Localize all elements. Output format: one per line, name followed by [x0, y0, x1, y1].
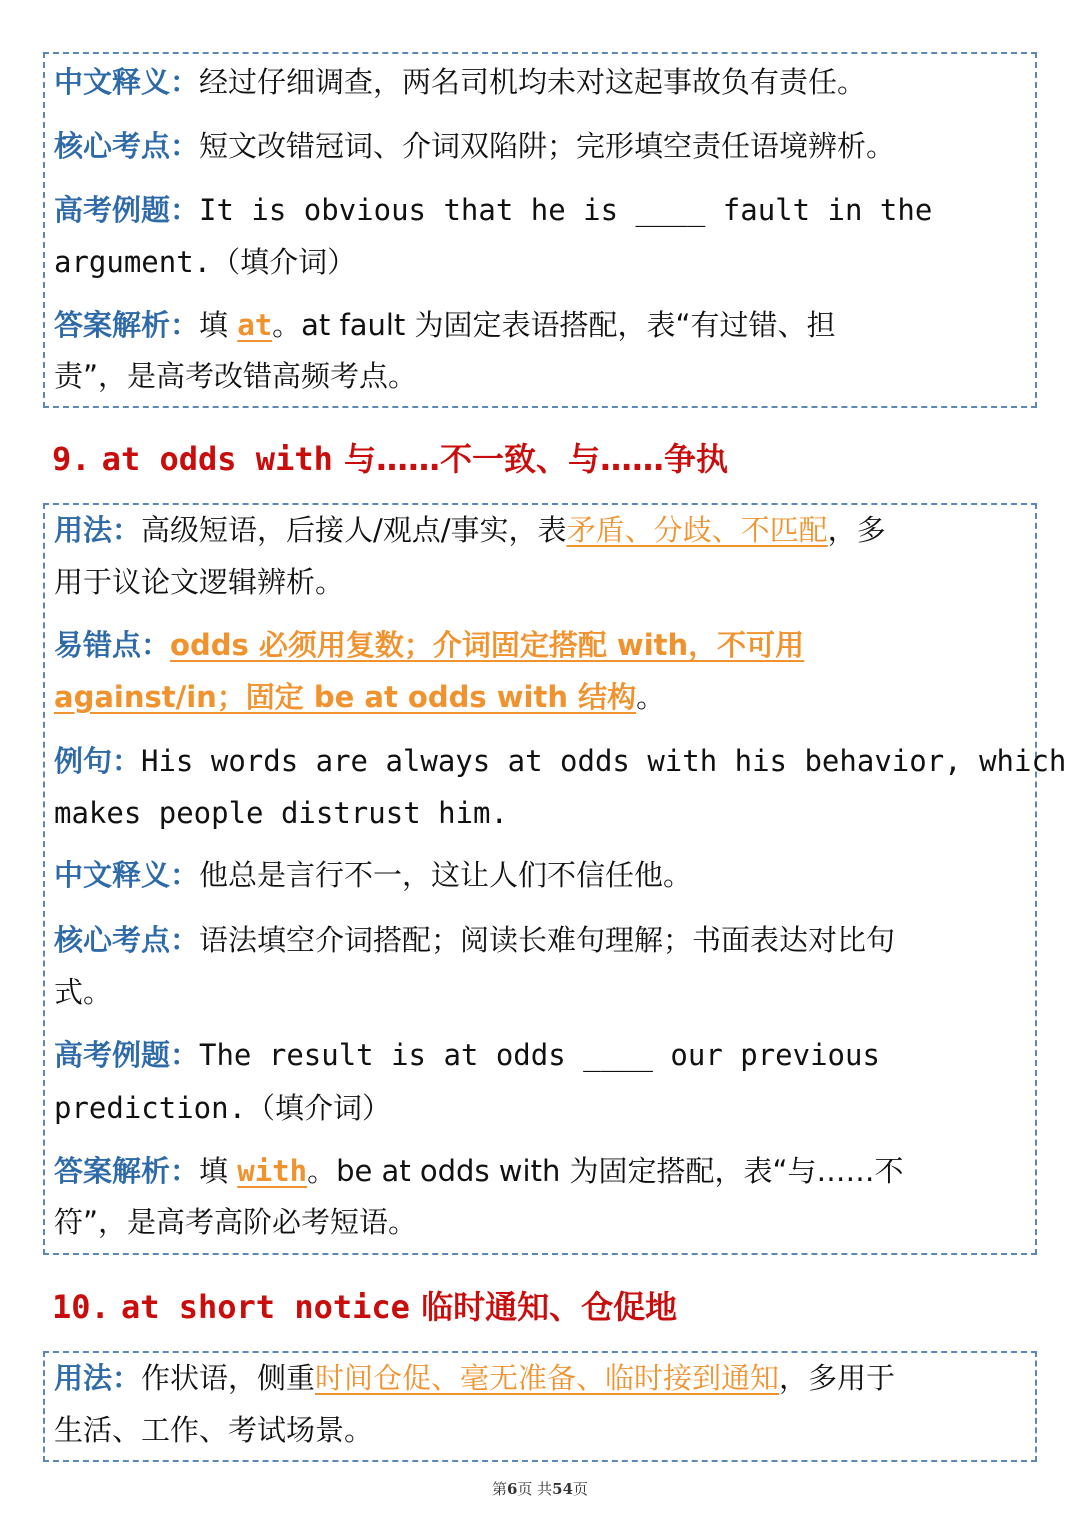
- meaning-line: [54, 62, 1027, 102]
- pitfall-highlight-2: against/in；固定 be at odds with 结构: [54, 680, 637, 714]
- example-text-2: makes people distrust him.: [54, 796, 508, 830]
- pitfall-line-2: [54, 677, 1027, 717]
- answer-highlight: with: [237, 1154, 308, 1188]
- answer-text: 。be at odds with 为固定搭配，表“与……不: [307, 1154, 904, 1188]
- section-9-phrase: at odds with: [101, 440, 333, 478]
- footer-total-pages: 54: [552, 1480, 574, 1498]
- exam-question-label: 高考例题：: [54, 193, 200, 227]
- section-10-meaning: 临时通知、仓促地: [421, 1288, 678, 1326]
- meaning-text: 他总是言行不一，这让人们不信任他。: [199, 858, 693, 892]
- answer-text: 。at fault 为固定表语搭配，表“有过错、担: [272, 308, 836, 342]
- pitfall-label: 易错点：: [54, 628, 171, 662]
- example-text: His words are always at odds with his behavior, which: [141, 744, 1067, 778]
- keypoint-text: 短文改错冠词、介词双陷阱；完形填空责任语境辨析。: [199, 129, 896, 163]
- footer-page-number: 6: [506, 1480, 518, 1498]
- usage-line: [54, 1358, 1027, 1398]
- keypoint-label: 核心考点：: [54, 923, 200, 957]
- example-label: 例句：: [54, 744, 142, 778]
- section-10-phrase: at short notice: [120, 1288, 410, 1326]
- exam-question-text: It is obvious that he is ____ fault in the: [199, 193, 933, 227]
- answer-line-2: [54, 1202, 1027, 1242]
- usage-highlight: 矛盾、分歧、不匹配: [566, 513, 828, 547]
- answer-text-2: 责”，是高考改错高频考点。: [54, 359, 418, 393]
- answer-label: 答案解析：: [54, 1154, 200, 1188]
- footer-suffix: 页: [573, 1480, 589, 1498]
- exam-question-label: 高考例题：: [54, 1038, 200, 1072]
- meaning-text: 经过仔细调查，两名司机均未对这起事故负有责任。: [199, 65, 867, 99]
- exam-question-text-2: argument.（填介词）: [54, 245, 357, 279]
- section-9-title: [52, 437, 728, 481]
- answer-highlight: at: [237, 308, 273, 342]
- pitfall-text-post: 。: [636, 680, 666, 714]
- answer-prefix: 填: [199, 308, 238, 342]
- entry-box-8: [43, 52, 1037, 408]
- exam-question-line-2: [54, 242, 1027, 282]
- usage-text-2: 用于议论文逻辑辨析。: [54, 565, 345, 599]
- example-line: [54, 741, 1067, 781]
- exam-question-line: [54, 1035, 1027, 1075]
- keypoint-label: 核心考点：: [54, 129, 200, 163]
- meaning-line: [54, 855, 1027, 895]
- section-9-number: 9.: [52, 440, 91, 478]
- keypoint-line: [54, 126, 1027, 166]
- usage-text-post: ，多: [827, 513, 886, 547]
- section-9-meaning: 与……不一致、与……争执: [344, 440, 729, 478]
- meaning-label: 中文释义：: [54, 858, 200, 892]
- usage-text: 作状语，侧重: [141, 1361, 316, 1395]
- answer-prefix: 填: [199, 1154, 238, 1188]
- footer-prefix: 第: [491, 1480, 507, 1498]
- usage-text-post: ，多用于: [779, 1361, 896, 1395]
- exam-question-line-2: [54, 1088, 1027, 1128]
- page-footer: [0, 1478, 1080, 1499]
- exam-question-text-2: prediction.（填介词）: [54, 1091, 392, 1125]
- usage-text: 高级短语，后接人/观点/事实，表: [141, 513, 567, 547]
- answer-line: [54, 305, 1027, 345]
- entry-box-10: [43, 1351, 1037, 1462]
- footer-middle: 页 共: [517, 1480, 553, 1498]
- usage-line: [54, 510, 1027, 550]
- section-10-number: 10.: [52, 1288, 110, 1326]
- answer-line: [54, 1151, 1027, 1191]
- usage-line-2: [54, 1410, 1027, 1450]
- usage-line-2: [54, 562, 1027, 602]
- usage-label: 用法：: [54, 513, 142, 547]
- pitfall-highlight: odds 必须用复数；介词固定搭配 with，不可用: [170, 628, 805, 662]
- meaning-label: 中文释义：: [54, 65, 200, 99]
- answer-line-2: [54, 356, 1027, 396]
- usage-text-2: 生活、工作、考试场景。: [54, 1413, 374, 1447]
- example-line-2: [54, 793, 1027, 833]
- keypoint-line-2: [54, 972, 1027, 1012]
- section-10-title: [52, 1285, 677, 1329]
- answer-text-2: 符”，是高考高阶必考短语。: [54, 1205, 418, 1239]
- exam-question-text: The result is at odds ____ our previous: [199, 1038, 880, 1072]
- entry-box-9: [43, 503, 1067, 1255]
- pitfall-line: [54, 625, 1027, 665]
- answer-label: 答案解析：: [54, 308, 200, 342]
- keypoint-text: 语法填空介词搭配；阅读长难句理解；书面表达对比句: [199, 923, 896, 957]
- usage-highlight: 时间仓促、毫无准备、临时接到通知: [315, 1361, 780, 1395]
- exam-question-line: [54, 190, 1027, 230]
- keypoint-line: [54, 920, 1027, 960]
- usage-label: 用法：: [54, 1361, 142, 1395]
- keypoint-text-2: 式。: [54, 975, 113, 1009]
